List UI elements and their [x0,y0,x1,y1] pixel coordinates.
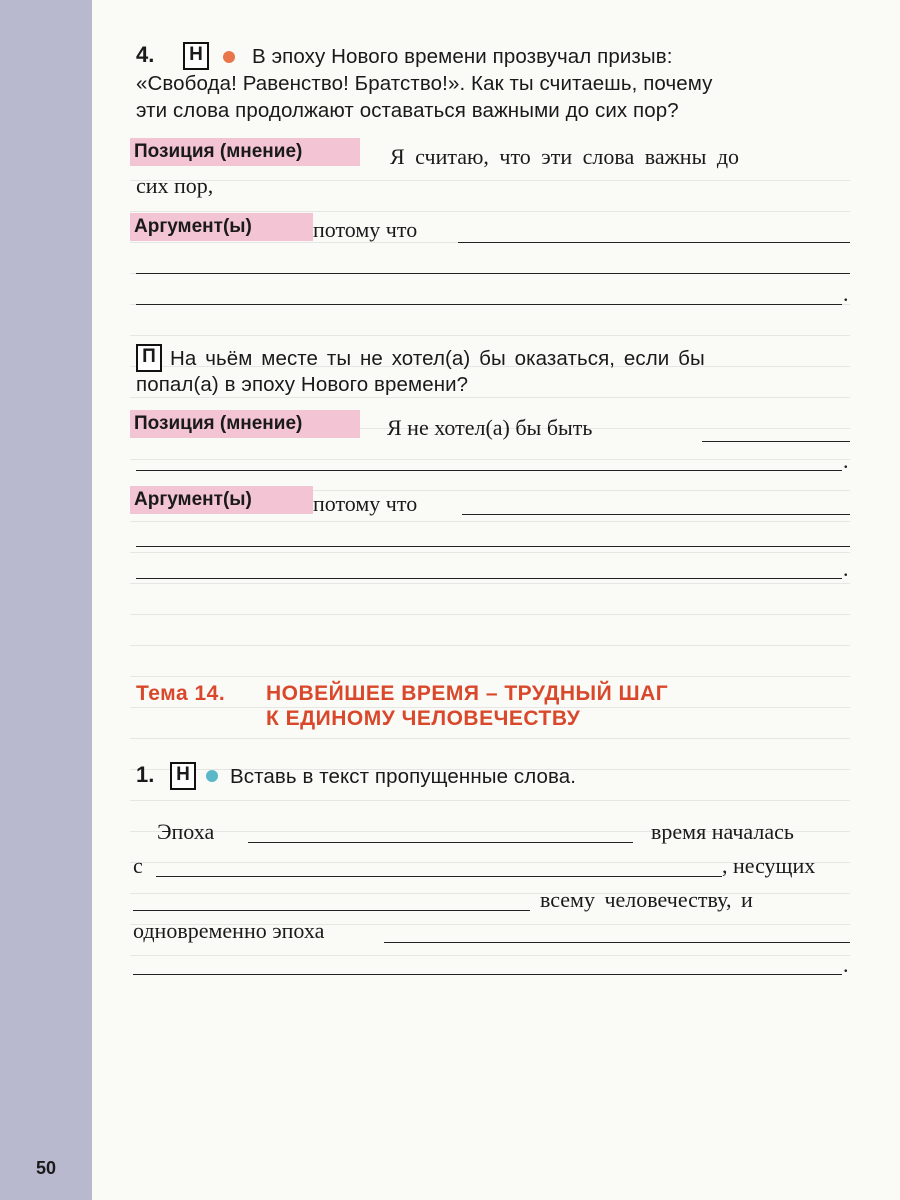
gap-text-s: с [133,853,143,878]
position-answer: Я не хотел(а) бы быть [387,415,593,440]
topic-title-line1: НОВЕЙШЕЕ ВРЕМЯ – ТРУДНЫЙ ШАГ [266,682,669,705]
question-4b-marker: П [136,344,162,372]
argument-start: потому что [313,491,418,516]
blue-difficulty-dot [206,770,218,782]
question-4-marker: Н [183,42,209,70]
question-1-instruction: Вставь в текст пропущенные слова. [230,765,577,788]
question-4b-text-line1: На чьём месте ты не хотел(а) бы оказаться, если бы [170,347,705,370]
position-answer-line1: Я считаю, что эти слова важны до [390,144,740,169]
answer-line[interactable] [458,242,850,243]
answer-line[interactable] [136,273,850,274]
line-end-period: . [843,556,849,581]
argument-start: потому что [313,217,418,242]
answer-line[interactable] [136,546,850,547]
page-number: 50 [36,1158,57,1178]
question-1-number: 1. [136,762,155,787]
gap-line[interactable] [133,910,530,911]
question-4-text-line3: эти слова продолжают оставаться важными до сих пор? [136,99,679,122]
line-end-period: . [843,448,849,473]
line-end-period: . [843,281,849,306]
argument-label: Аргумент(ы) [130,486,313,514]
gap-text-epoch: Эпоха [157,819,215,844]
question-4-text-line2: «Свобода! Равенство! Братство!». Как ты считаешь, почему [136,72,713,95]
line-end-period: . [843,952,849,977]
gap-text-simultaneously: одновременно эпоха [133,918,325,943]
question-4-number: 4. [136,42,155,67]
position-answer-line2: сих пор, [136,173,214,198]
question-4-text-line1: В эпоху Нового времени прозвучал призыв: [252,45,673,68]
gap-line[interactable] [384,942,850,943]
position-label: Позиция (мнение) [130,138,360,166]
question-4b-text-line2: попал(а) в эпоху Нового времени? [136,373,469,396]
gap-line[interactable] [156,876,722,877]
gap-line[interactable] [133,974,842,975]
position-label: Позиция (мнение) [130,410,360,438]
topic-prefix: Тема 14. [136,682,226,705]
answer-line[interactable] [136,304,842,305]
argument-label: Аргумент(ы) [130,213,313,241]
gap-text-time-began: время началась [651,819,794,844]
left-margin-band [0,0,92,1200]
gap-line[interactable] [248,842,633,843]
answer-line[interactable] [136,578,842,579]
question-1-marker: Н [170,762,196,790]
topic-title-line2: К ЕДИНОМУ ЧЕЛОВЕЧЕСТВУ [266,707,581,730]
answer-line[interactable] [136,470,842,471]
gap-text-all-humanity: всему человечеству, и [540,887,753,912]
answer-line[interactable] [462,514,850,515]
gap-text-carrying: , несущих [722,853,816,878]
answer-line[interactable] [702,441,850,442]
orange-difficulty-dot [223,51,235,63]
